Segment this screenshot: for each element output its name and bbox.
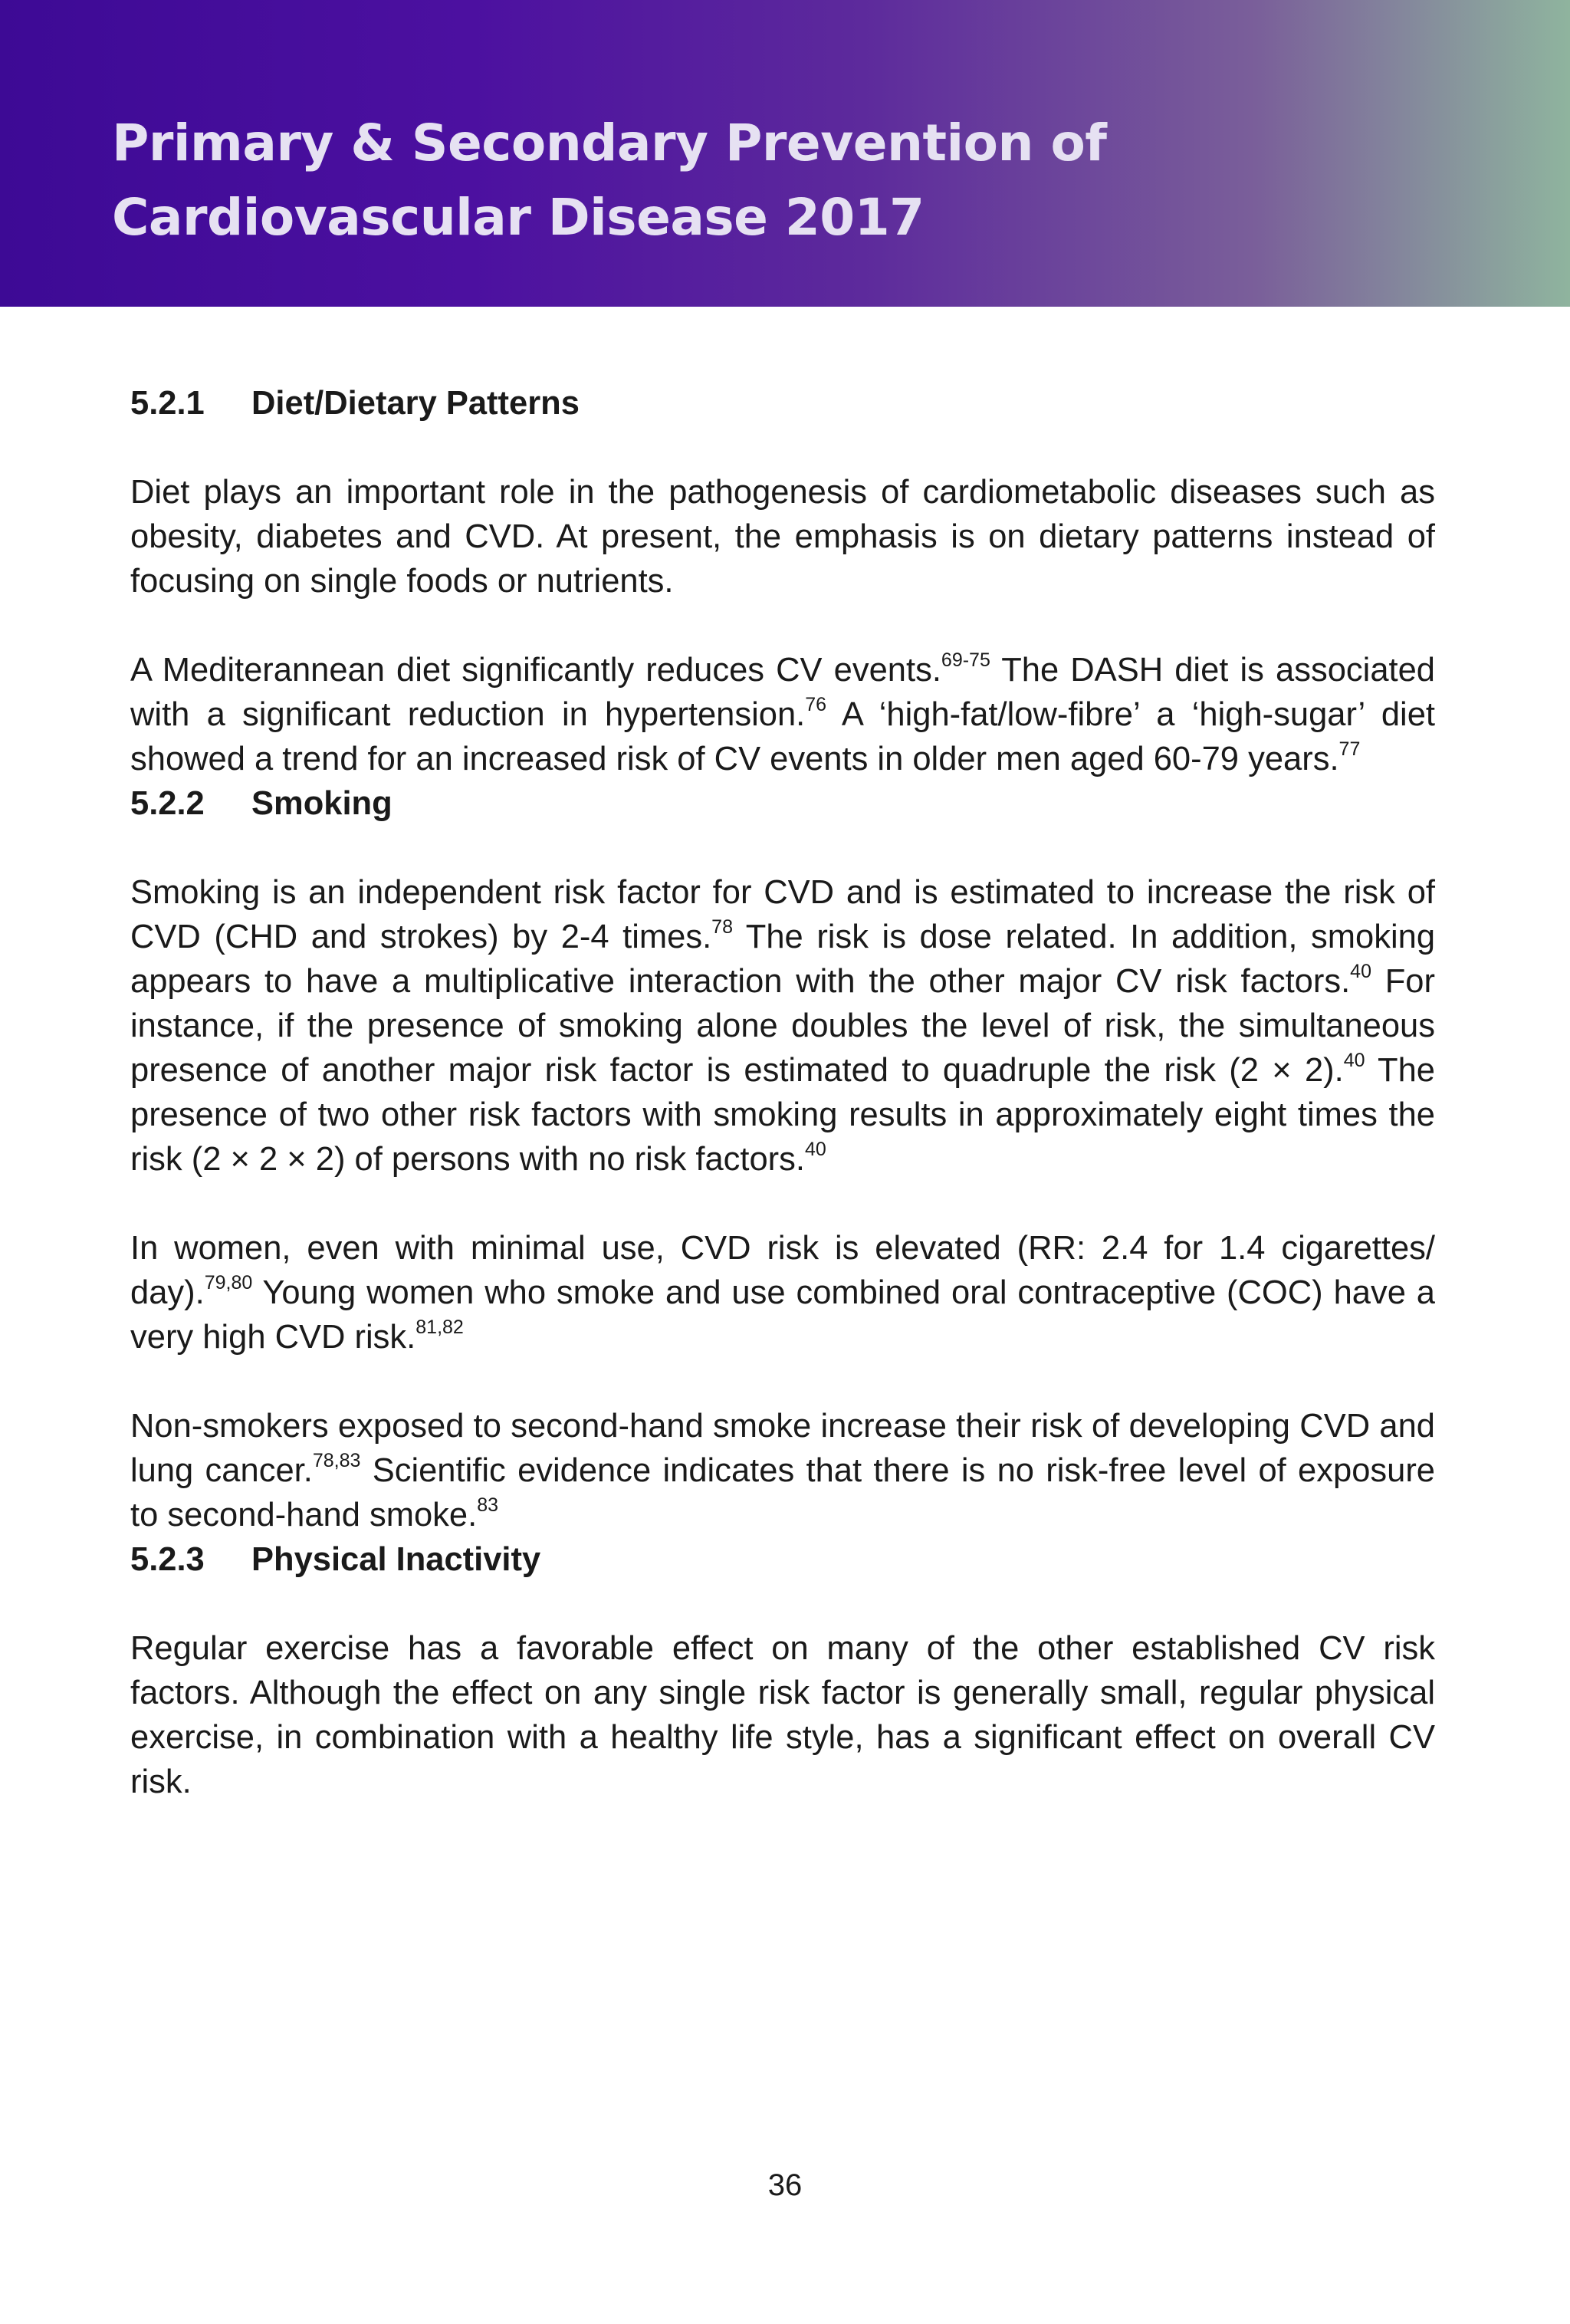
section-heading [130, 381, 1435, 426]
paragraph [130, 648, 1435, 781]
section-title: Diet/Dietary Patterns [251, 385, 580, 422]
paragraph-text: A Mediterannean diet significantly reduces CV events. [130, 652, 941, 689]
paragraph-text: The DASH diet is associated with a significant reduction in hypertension. [130, 652, 1435, 733]
paragraph-text: For instance, if the presence of smoking alone doubles the level of risk, the simultaneous presence of another major risk factor is estimated to quadruple the risk (2 × 2). [130, 963, 1435, 1089]
paragraph-text: Scientific evidence indicates that there is no risk-free level of exposure to second-hand smoke. [130, 1452, 1436, 1533]
citation-marker: 78 [711, 916, 733, 938]
page-content [130, 381, 1435, 1804]
section-physical-inactivity [130, 1537, 1435, 1804]
citation-marker: 40 [1350, 961, 1371, 982]
paragraph [130, 1626, 1435, 1804]
paragraph-text: Regular exercise has a favorable effect on many of the other established CV risk factors. Although the effect on any single risk factor is generally small, regular physical exercise, in combination with a healthy life style, has a significant effect on overall CV risk. [130, 1630, 1435, 1800]
section-number: 5.2.1 [130, 385, 205, 422]
section-title: Smoking [251, 785, 392, 822]
paragraph-text: Smoking is an independent risk factor for CVD and is estimated to increase the risk of CVD (CHD and strokes) by 2-4 times. [130, 874, 1435, 955]
citation-marker: 79,80 [204, 1272, 253, 1293]
section-diet [130, 381, 1435, 781]
paragraph [130, 1404, 1435, 1537]
header-banner [0, 0, 1570, 307]
citation-marker: 83 [477, 1494, 498, 1516]
citation-marker: 40 [805, 1139, 826, 1160]
citation-marker: 77 [1338, 738, 1361, 760]
section-title: Physical Inactivity [251, 1541, 541, 1578]
section-number: 5.2.2 [130, 785, 205, 822]
paragraph-text: Non-smokers exposed to second-hand smoke increase their risk of developing CVD and lung cancer. [130, 1408, 1435, 1489]
page-number: 36 [767, 2168, 803, 2202]
paragraph [130, 470, 1435, 603]
document-title: Primary & Secondary Prevention of Cardiovascular Disease 2017 [112, 113, 1107, 247]
paragraph-text: The risk is dose related. In addition, smoking appears to have a multiplicative interaction with the other major CV risk factors. [130, 919, 1436, 1000]
citation-marker: 69-75 [941, 649, 990, 671]
paragraph-text: The presence of two other risk factors with smoking results in approximately eight times the risk (2 × 2 × 2) of persons with no risk factors. [130, 1052, 1435, 1178]
paragraph-text: In women, even with minimal use, CVD risk is elevated (RR: 2.4 for 1.4 cigarettes/ day). [130, 1230, 1435, 1311]
paragraph [130, 1226, 1435, 1359]
paragraph-text: Young women who smoke and use combined oral contraceptive (COC) have a very high CVD risk. [130, 1274, 1435, 1356]
citation-marker: 78,83 [312, 1450, 361, 1471]
citation-marker: 81,82 [415, 1316, 464, 1338]
paragraph-text: Diet plays an important role in the pathogenesis of cardiometabolic diseases such as obesity, diabetes and CVD. At present, the emphasis is on dietary patterns instead of focusing on single foods or nutrients. [130, 474, 1435, 600]
citation-marker: 76 [805, 694, 827, 715]
citation-marker: 40 [1343, 1050, 1365, 1071]
section-number: 5.2.3 [130, 1541, 205, 1578]
section-smoking [130, 781, 1435, 1537]
paragraph-text: A ‘high-fat/low-fibre’ a ‘high-sugar’ diet showed a trend for an increased risk of CV events in older men aged 60-79 years. [130, 696, 1435, 777]
section-heading [130, 1537, 1435, 1582]
paragraph [130, 870, 1435, 1182]
section-heading [130, 781, 1435, 826]
